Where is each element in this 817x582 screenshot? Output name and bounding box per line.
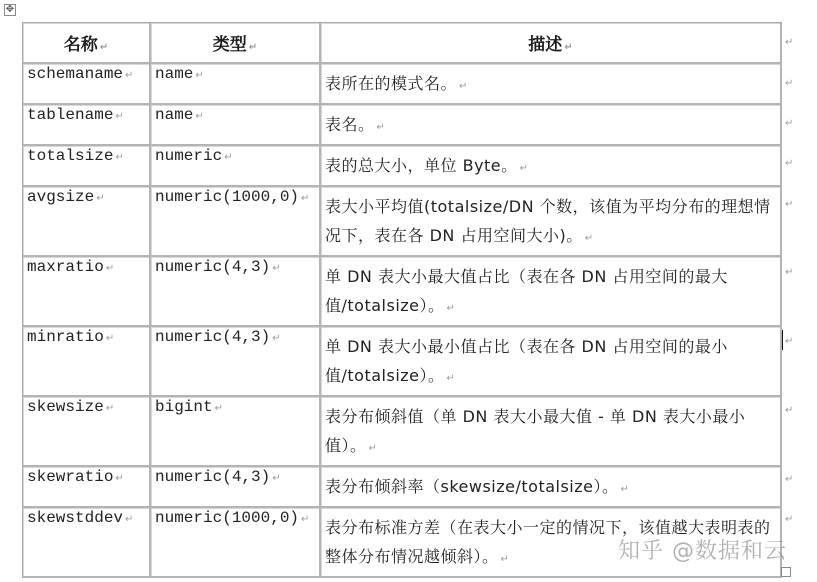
paragraph-mark-icon: ↵ xyxy=(272,333,281,344)
paragraph-mark-icon: ↵ xyxy=(248,42,258,53)
field-name: avgsize xyxy=(27,188,95,206)
cell-type[interactable] xyxy=(151,467,321,508)
table-row xyxy=(23,146,782,187)
paragraph-mark-icon: ↵ xyxy=(272,263,281,274)
paragraph-mark-icon: ↵ xyxy=(620,484,630,495)
table-row xyxy=(23,187,782,257)
field-desc: 表分布倾斜值（单 DN 表大小最大值 - 单 DN 表大小最小值）。 xyxy=(325,407,746,455)
paragraph-mark-icon: ↵ xyxy=(224,152,233,163)
watermark: 知乎 @数据和云 xyxy=(618,539,787,564)
cell-name[interactable] xyxy=(23,508,151,578)
field-desc: 表名。 xyxy=(325,115,375,134)
paragraph-mark-icon: ↵ xyxy=(584,233,594,244)
cell-type[interactable] xyxy=(151,397,321,467)
row-end-mark-icon: ↵ xyxy=(785,37,794,48)
field-desc: 单 DN 表大小最小值占比（表在各 DN 占用空间的最小值/totalsize）。 xyxy=(325,337,728,385)
row-end-mark-icon: ↵ xyxy=(785,336,794,347)
field-type: name xyxy=(155,106,194,124)
header-label: 名称 xyxy=(63,35,98,55)
field-desc: 表分布倾斜率（skewsize/totalsize）。 xyxy=(325,477,619,496)
paragraph-mark-icon: ↵ xyxy=(301,193,310,204)
paragraph-mark-icon: ↵ xyxy=(125,514,134,525)
paragraph-mark-icon: ↵ xyxy=(115,152,124,163)
paragraph-mark-icon: ↵ xyxy=(500,554,510,565)
cell-name[interactable] xyxy=(23,187,151,257)
field-type: name xyxy=(155,65,194,83)
paragraph-mark-icon: ↵ xyxy=(368,443,378,454)
field-type: numeric(1000,0) xyxy=(155,509,300,527)
row-end-mark-icon: ↵ xyxy=(785,199,794,210)
table-row xyxy=(23,105,782,146)
field-spec-table xyxy=(22,22,782,578)
paragraph-mark-icon: ↵ xyxy=(105,403,115,414)
paragraph-mark-icon: ↵ xyxy=(459,81,468,92)
cell-type[interactable] xyxy=(151,508,321,578)
paragraph-mark-icon: ↵ xyxy=(96,193,105,204)
cell-desc[interactable] xyxy=(321,146,782,187)
field-name: totalsize xyxy=(27,147,114,165)
paragraph-mark-icon: ↵ xyxy=(301,514,310,525)
paragraph-mark-icon: ↵ xyxy=(446,303,456,314)
field-desc: 表大小平均值(totalsize/DN 个数，该值为平均分布的理想情况下，表在各 DN 占用空间大小)。 xyxy=(325,197,771,245)
header-cell-type[interactable] xyxy=(151,23,321,64)
cell-desc[interactable] xyxy=(321,64,782,105)
row-end-mark-icon: ↵ xyxy=(785,474,794,485)
header-cell-desc[interactable] xyxy=(321,23,782,64)
paragraph-mark-icon: ↵ xyxy=(564,42,573,53)
table-header-row xyxy=(23,23,782,64)
cell-desc[interactable] xyxy=(321,105,782,146)
paragraph-mark-icon: ↵ xyxy=(99,42,109,53)
row-end-mark-icon: ↵ xyxy=(785,78,794,89)
cell-type[interactable] xyxy=(151,187,321,257)
cell-name[interactable] xyxy=(23,257,151,327)
cell-desc[interactable] xyxy=(321,187,782,257)
field-name: skewratio xyxy=(27,468,114,486)
field-name: skewstddev xyxy=(27,509,124,527)
row-end-mark-icon: ↵ xyxy=(785,267,794,278)
table-row xyxy=(23,257,782,327)
paragraph-mark-icon: ↵ xyxy=(105,333,115,344)
field-type: numeric(4,3) xyxy=(155,468,271,486)
field-name: minratio xyxy=(27,328,104,346)
cell-name[interactable] xyxy=(23,64,151,105)
paragraph-mark-icon: ↵ xyxy=(195,111,204,122)
cell-type[interactable] xyxy=(151,146,321,187)
paragraph-mark-icon: ↵ xyxy=(272,473,281,484)
field-type: numeric(4,3) xyxy=(155,258,271,276)
paragraph-mark-icon: ↵ xyxy=(376,122,386,133)
row-end-mark-icon: ↵ xyxy=(785,158,794,169)
field-desc: 单 DN 表大小最大值占比（表在各 DN 占用空间的最大值/totalsize）。 xyxy=(325,267,728,315)
cell-type[interactable] xyxy=(151,327,321,397)
field-name: maxratio xyxy=(27,258,104,276)
cell-desc[interactable] xyxy=(321,467,782,508)
row-end-mark-icon: ↵ xyxy=(785,405,794,416)
header-cell-name[interactable] xyxy=(23,23,151,64)
table-row xyxy=(23,64,782,105)
paragraph-mark-icon: ↵ xyxy=(115,473,124,484)
table-row xyxy=(23,467,782,508)
paragraph-mark-icon: ↵ xyxy=(125,70,134,81)
table-resize-handle-icon[interactable] xyxy=(781,567,791,577)
field-type: bigint xyxy=(155,398,213,416)
cell-desc[interactable] xyxy=(321,257,782,327)
field-type: numeric xyxy=(155,147,223,165)
cell-desc[interactable] xyxy=(321,327,782,397)
row-end-mark-icon: ↵ xyxy=(785,514,794,525)
cell-name[interactable] xyxy=(23,397,151,467)
field-desc: 表的总大小，单位 Byte。 xyxy=(325,156,518,175)
field-type: numeric(4,3) xyxy=(155,328,271,346)
text-cursor xyxy=(782,330,783,350)
paragraph-mark-icon: ↵ xyxy=(105,263,115,274)
cell-name[interactable] xyxy=(23,467,151,508)
cell-type[interactable] xyxy=(151,105,321,146)
field-name: schemaname xyxy=(27,65,124,83)
cell-name[interactable] xyxy=(23,146,151,187)
paragraph-mark-icon: ↵ xyxy=(446,373,456,384)
cell-name[interactable] xyxy=(23,105,151,146)
table-move-handle-icon[interactable]: ✥ xyxy=(5,4,15,15)
field-name: tablename xyxy=(27,106,114,124)
header-label: 类型 xyxy=(212,35,247,55)
paragraph-mark-icon: ↵ xyxy=(214,403,223,414)
field-type: numeric(1000,0) xyxy=(155,188,300,206)
field-name: skewsize xyxy=(27,398,104,416)
table-row xyxy=(23,397,782,467)
table-row xyxy=(23,327,782,397)
paragraph-mark-icon: ↵ xyxy=(195,70,204,81)
cell-name[interactable] xyxy=(23,327,151,397)
header-label: 描述 xyxy=(528,35,563,55)
cell-type[interactable] xyxy=(151,64,321,105)
row-end-mark-icon: ↵ xyxy=(785,118,794,129)
cell-type[interactable] xyxy=(151,257,321,327)
field-desc: 表分布标准方差（在表大小一定的情况下，该值越大表明表的整体分布情况越倾斜）。 xyxy=(325,518,771,566)
paragraph-mark-icon: ↵ xyxy=(115,111,124,122)
cell-desc[interactable] xyxy=(321,397,782,467)
field-desc: 表所在的模式名。 xyxy=(325,74,458,93)
paragraph-mark-icon: ↵ xyxy=(519,163,529,174)
